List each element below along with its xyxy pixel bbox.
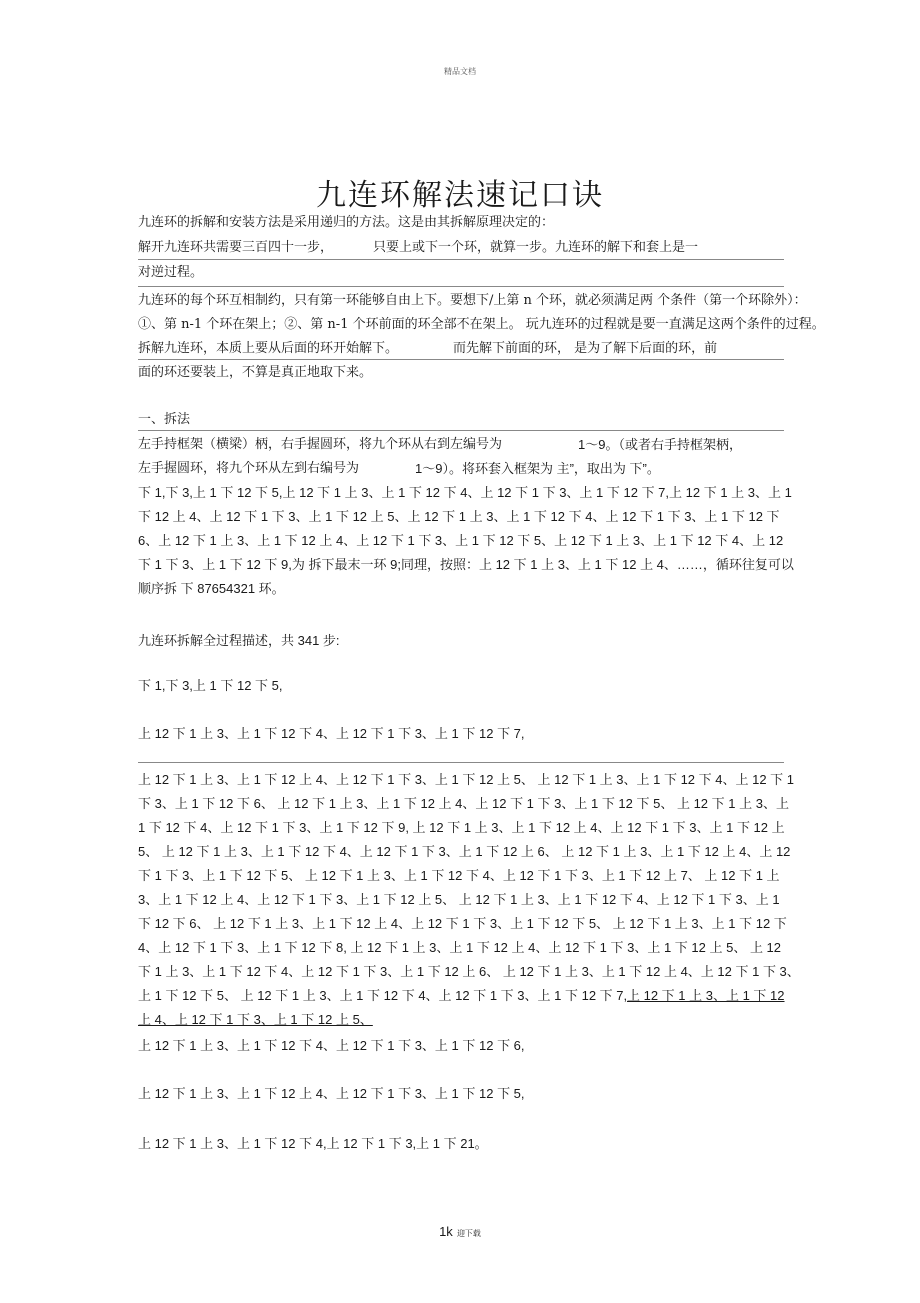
header-note: 精品文档 xyxy=(444,67,476,76)
process-block-line: 4、上 12 下 1 下 3、上 1 下 12 下 8, 上 12 下 1 上 3、上 1 下 12 上 4、上 12 下 1 下 3、上 1 下 12 上 5、 上 12 xyxy=(138,940,782,955)
method-steps-line: 6、上 12 下 1 上 3、上 1 下 12 上 4、上 12 下 1 下 3、上 1 下 12 下 5、上 12 下 1 上 3、上 1 下 12 下 4、上 12 xyxy=(138,533,784,548)
divider xyxy=(138,359,784,360)
section-heading: 一、拆法 xyxy=(138,412,191,427)
principle-line-3b: 而先解下前面的环， 是为了解下后面的环，前 xyxy=(453,341,718,356)
method-steps-line: 下 12 上 4、上 12 下 1 下 3、上 1 下 12 上 5、上 12 下 1 上 3、上 1 下 12 下 4、上 12 下 1 下 3、上 1 下 12 下 xyxy=(138,509,780,524)
method-line-1b: 1～9。（或者右手持框架柄， xyxy=(578,437,742,452)
process-block-line: 下 12 下 6、 上 12 下 1 上 3、上 1 下 12 上 4、上 12 下 1 下 3、上 1 下 12 下 5、 上 12 下 1 上 3、上 1 下 12 下 xyxy=(138,916,787,931)
principle-line-2: ①、第 n-1 个环在架上；②、第 n-1 个环前面的环全部不在架上。 玩九连环的过程就是要一直满足这两个条件的过程。 xyxy=(138,317,825,332)
intro-line-1: 九连环的拆解和安装方法是采用递归的方法。这是由其拆解原理决定的： xyxy=(138,215,555,230)
process-block-line: 上 12 下 1 上 3、上 1 下 12 上 4、上 12 下 1 下 3、上 1 下 12 上 5、 上 12 下 1 上 3、上 1 下 12 下 4、上 12 下 1 xyxy=(138,772,795,787)
principle-line-4: 面的环还要装上，不算是真正地取下来。 xyxy=(138,365,373,380)
process-block-line: 下 3、上 1 下 12 下 6、 上 12 下 1 上 3、上 1 下 12 上 4、上 12 下 1 下 3、上 1 下 12 下 5、 上 12 下 1 上 3、上 xyxy=(138,796,789,811)
process-step-group: 下 1,下 3,上 1 下 12 下 5, xyxy=(138,678,283,693)
divider xyxy=(138,259,784,260)
intro-line-2b: 只要上或下一个环，就算一步。九连环的解下和套上是一 xyxy=(373,240,699,255)
footer-tag: 迎下载 xyxy=(456,1229,481,1238)
process-block-line: 5、 上 12 下 1 上 3、上 1 下 12 下 4、上 12 下 1 下 3、上 1 下 12 上 6、 上 12 下 1 上 3、上 1 下 12 上 4、上 12 xyxy=(138,844,791,859)
process-block-line: 下 1 上 3、上 1 下 12 下 4、上 12 下 1 下 3、上 1 下 12 上 6、 上 12 下 1 上 3、上 1 下 12 上 4、上 12 下 1 下 3、 xyxy=(138,964,800,979)
principle-line-1: 九连环的每个环互相制约，只有第一环能够自由上下。要想下/上第 n 个环，就必须满足两 个条件（第一个环除外）： xyxy=(138,293,807,308)
method-line-2a: 左手握圆环，将九个环从左到右编号为 xyxy=(138,461,360,476)
divider xyxy=(138,430,784,431)
process-block-underlined: 上 4、上 12 下 1 下 3、上 1 下 12 上 5、 xyxy=(138,1012,373,1027)
intro-line-3: 对逆过程。 xyxy=(138,265,204,280)
process-block-line: 3、上 1 下 12 上 4、上 12 下 1 下 3、上 1 下 12 上 5、 上 12 下 1 上 3、上 1 下 12 下 4、上 12 下 1 下 3、上 1 xyxy=(138,892,780,907)
method-steps-line: 顺序拆 下 87654321 环。 xyxy=(138,581,285,596)
process-step-group: 上 12 下 1 上 3、上 1 下 12 下 4,上 12 下 1 下 3,上 1 下 21。 xyxy=(138,1136,488,1151)
divider xyxy=(138,762,784,763)
process-step-group: 上 12 下 1 上 3、上 1 下 12 上 4、上 12 下 1 下 3、上 1 下 12 下 5, xyxy=(138,1086,525,1101)
page-footer xyxy=(0,1224,920,1240)
divider xyxy=(138,286,784,287)
method-line-1a: 左手持框架（横梁）柄，右手握圆环，将九个环从右到左编号为 xyxy=(138,437,503,452)
method-line-2b: 1～9）。将环套入框架为 主”，取出为 下”。 xyxy=(415,461,660,476)
process-step-group: 上 12 下 1 上 3、上 1 下 12 下 4、上 12 下 1 下 3、上 1 下 12 下 7, xyxy=(138,726,525,741)
process-step-group: 上 12 下 1 上 3、上 1 下 12 下 4、上 12 下 1 下 3、上 1 下 12 下 6, xyxy=(138,1038,525,1053)
process-block-line: 上 1 下 12 下 5、 上 12 下 1 上 3、上 1 下 12 下 4、上 12 下 1 下 3、上 1 下 12 下 7, xyxy=(138,988,628,1003)
page-title: 九连环解法速记口诀 xyxy=(316,178,604,213)
intro-line-2a: 解开九连环共需要三百四十一步， xyxy=(138,240,334,255)
method-steps-line: 下 1 下 3、上 1 下 12 下 9,为 拆下最末一环 9;同理，按照：上 12 下 1 上 3、上 1 下 12 上 4、……，循环往复可以 xyxy=(138,557,794,572)
method-steps-line: 下 1,下 3,上 1 下 12 下 5,上 12 下 1 上 3、上 1 下 12 下 4、上 12 下 1 下 3、上 1 下 12 下 7,上 12 下 1 上 3、上 1 xyxy=(138,485,792,500)
page-number: 1k xyxy=(439,1224,453,1239)
process-block-line: 下 1 下 3、上 1 下 12 下 5、 上 12 下 1 上 3、上 1 下 12 下 4、上 12 下 1 下 3、上 1 下 12 上 7、 上 12 下 1 上 xyxy=(138,868,780,883)
process-heading: 九连环拆解全过程描述，共 341 步: xyxy=(138,633,340,648)
principle-line-3a: 拆解九连环，本质上要从后面的环开始解下。 xyxy=(138,341,399,356)
process-block-underlined: 上 12 下 1 上 3、上 1 下 12 xyxy=(627,988,785,1003)
process-block-line: 1 下 12 下 4、上 12 下 1 下 3、上 1 下 12 下 9, 上 12 下 1 上 3、上 1 下 12 上 4、上 12 下 1 下 3、上 1 下 12 上 xyxy=(138,820,785,835)
